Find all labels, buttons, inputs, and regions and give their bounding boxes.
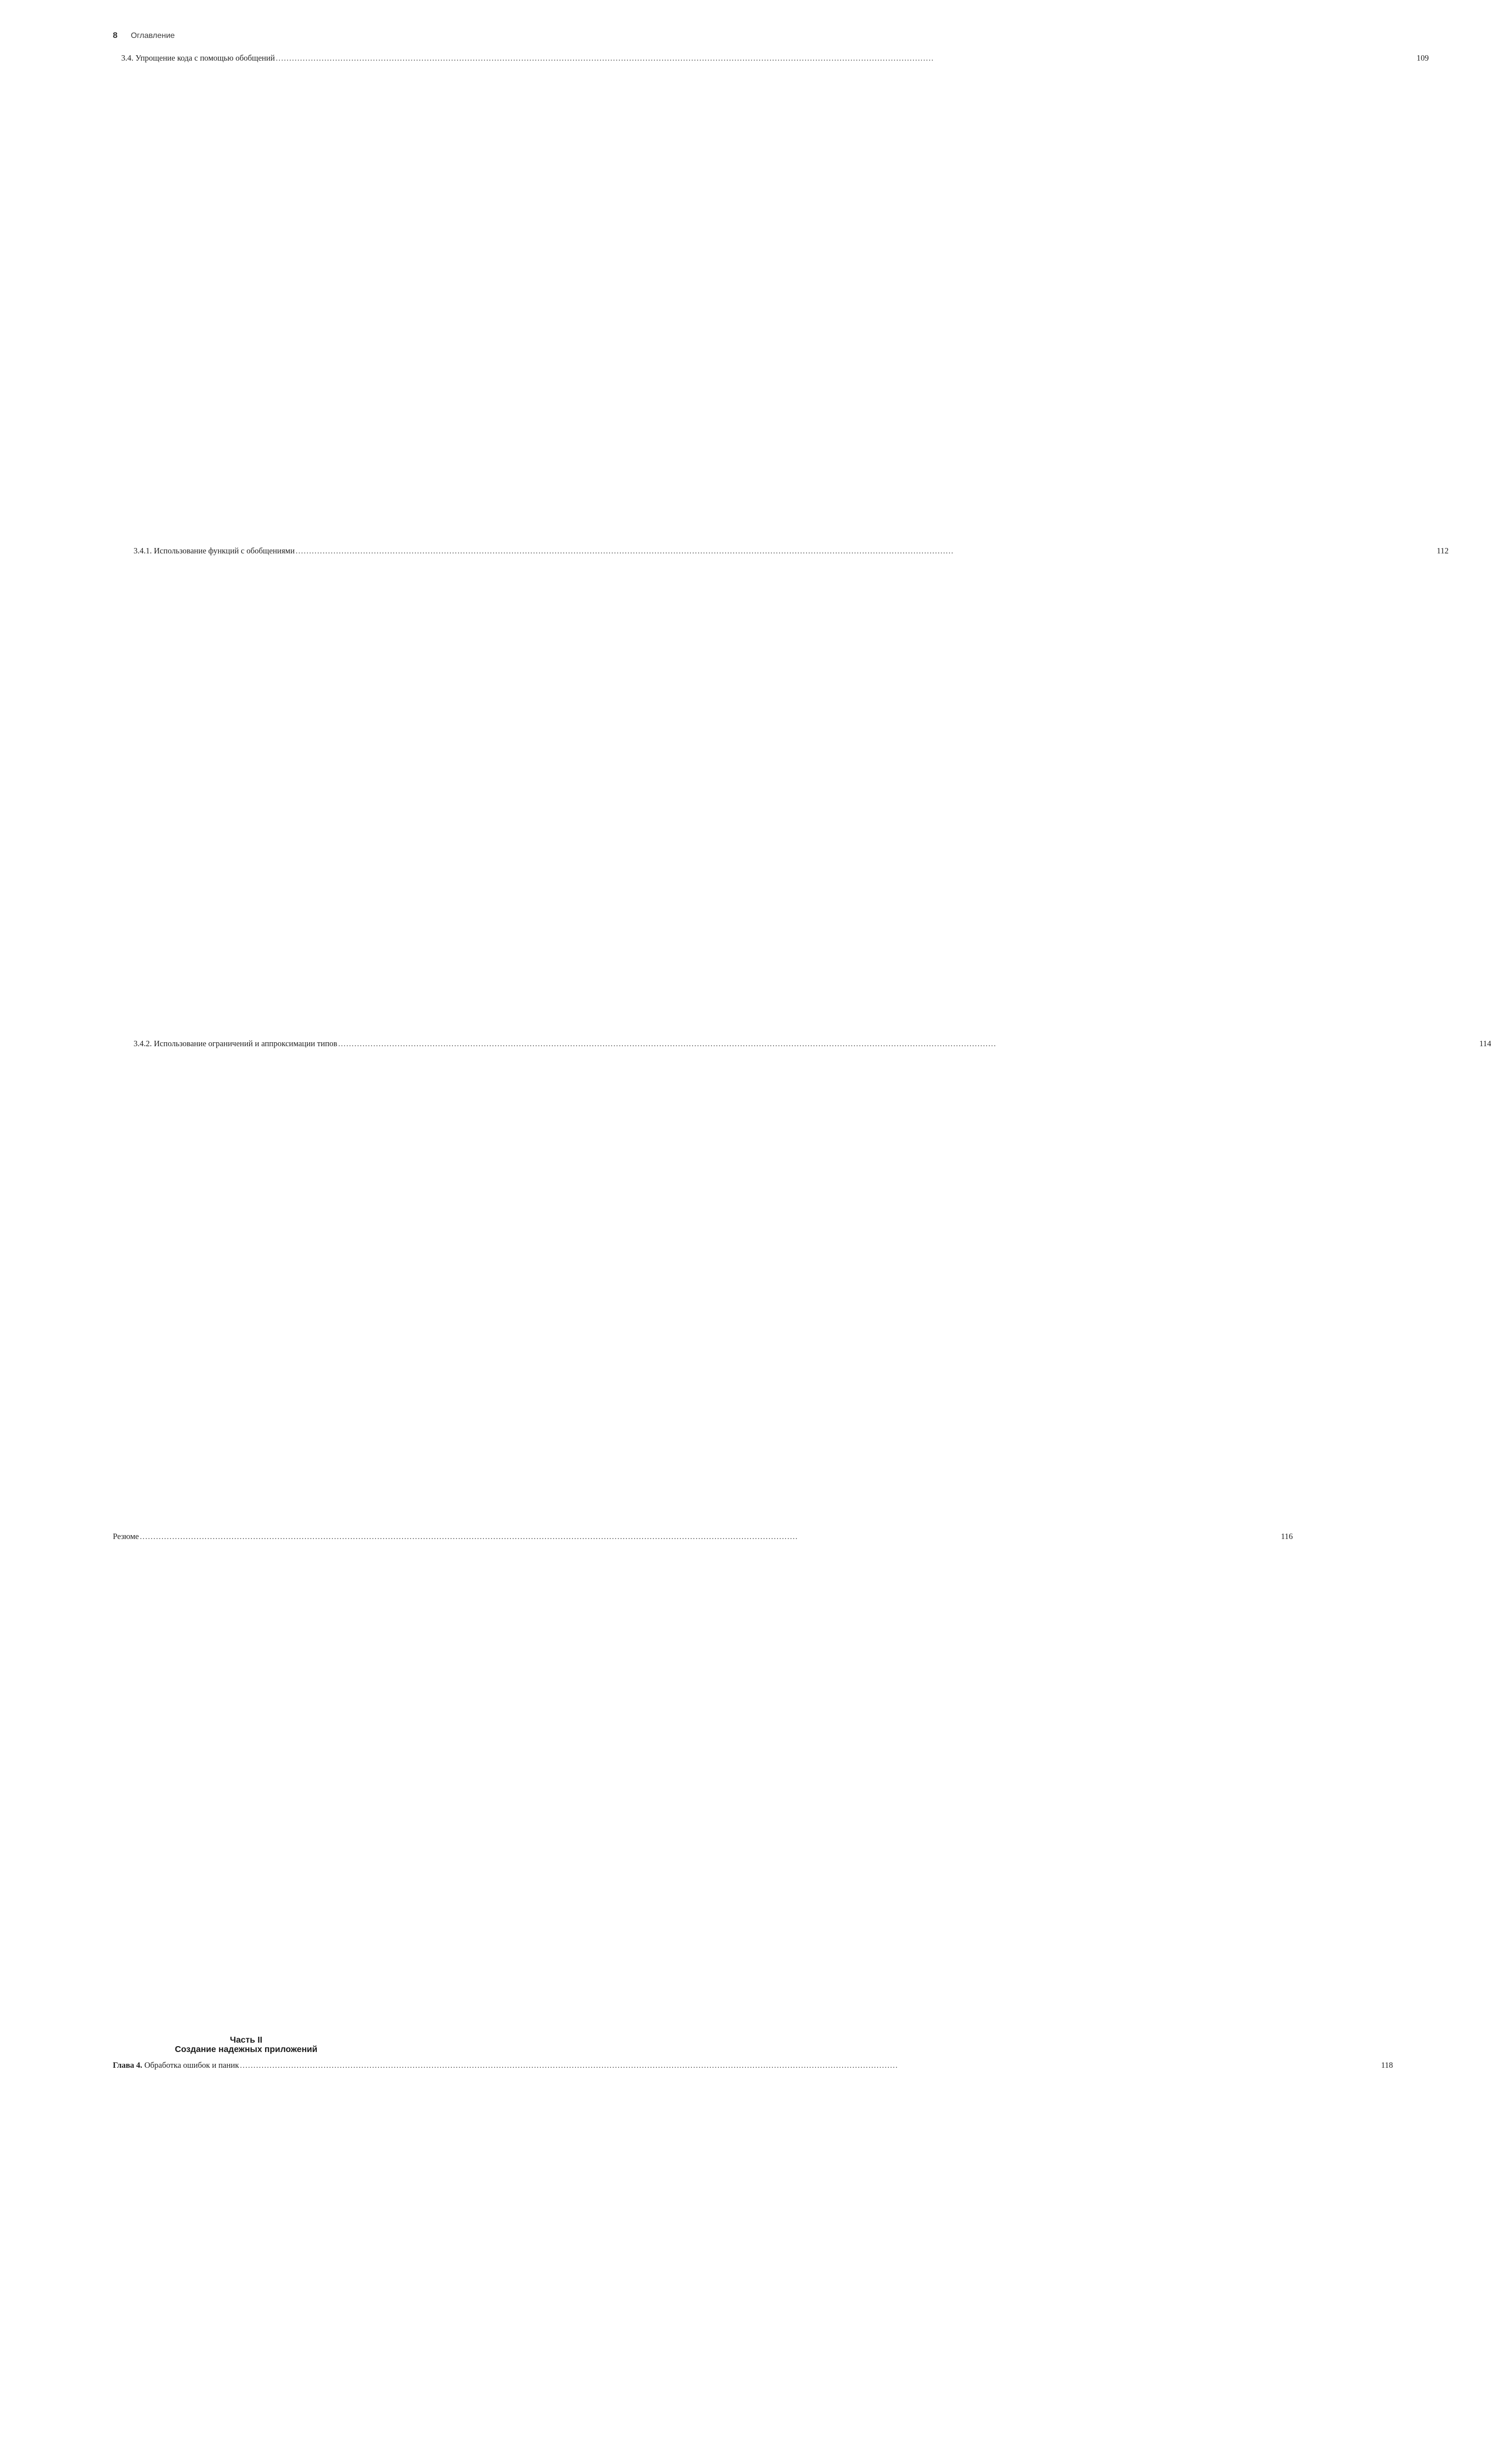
part-number: Часть II bbox=[230, 2035, 263, 2045]
toc-entry-title bbox=[134, 546, 295, 556]
dot-leader bbox=[239, 2060, 900, 2071]
toc-entry bbox=[113, 53, 1429, 546]
toc-entry-text: 3.4. Упрощение кода с помощью обобщений bbox=[121, 53, 275, 63]
toc-block bbox=[113, 53, 1491, 2024]
toc-block bbox=[113, 2060, 1393, 2464]
page-number: 114 bbox=[998, 1038, 1491, 1531]
dot-leader bbox=[275, 53, 936, 64]
toc-entry-title bbox=[113, 1531, 139, 1542]
dot-leader bbox=[139, 1532, 800, 1542]
toc-entry-text: 3.4.1. Использование функций с обобщениями bbox=[134, 546, 295, 555]
page-number: 112 bbox=[956, 546, 1449, 1038]
toc-entry-text: Обработка ошибок и паник bbox=[142, 2060, 239, 2070]
toc-entry bbox=[113, 1531, 1293, 2024]
page-number: 118 bbox=[900, 2060, 1393, 2464]
toc-entry-title bbox=[134, 1038, 337, 1049]
running-header bbox=[113, 31, 379, 41]
toc-entry bbox=[113, 1038, 1491, 1531]
part-title: Создание надежных приложений bbox=[174, 2044, 318, 2054]
page-content bbox=[113, 31, 1491, 2464]
toc-entry-text: Резюме bbox=[113, 1532, 139, 1541]
header-page-number: 8 bbox=[113, 31, 118, 40]
dot-leader bbox=[337, 1039, 998, 1050]
header-title: Оглавление bbox=[131, 32, 175, 40]
toc-entry-text: 3.4.2. Использование ограничений и аппроксимации типов bbox=[134, 1039, 338, 1048]
part-heading bbox=[113, 2035, 379, 2054]
page-number: 116 bbox=[800, 1531, 1293, 2024]
page-number: 109 bbox=[936, 53, 1429, 546]
toc-entry bbox=[113, 546, 1449, 1038]
dot-leader bbox=[295, 546, 956, 557]
toc-entry bbox=[113, 2060, 1393, 2464]
toc-entry-title bbox=[121, 53, 275, 64]
toc-entry-title bbox=[113, 2060, 239, 2071]
toc bbox=[113, 53, 1491, 2464]
toc-entry-chapter-label: Глава 4. bbox=[113, 2060, 142, 2070]
